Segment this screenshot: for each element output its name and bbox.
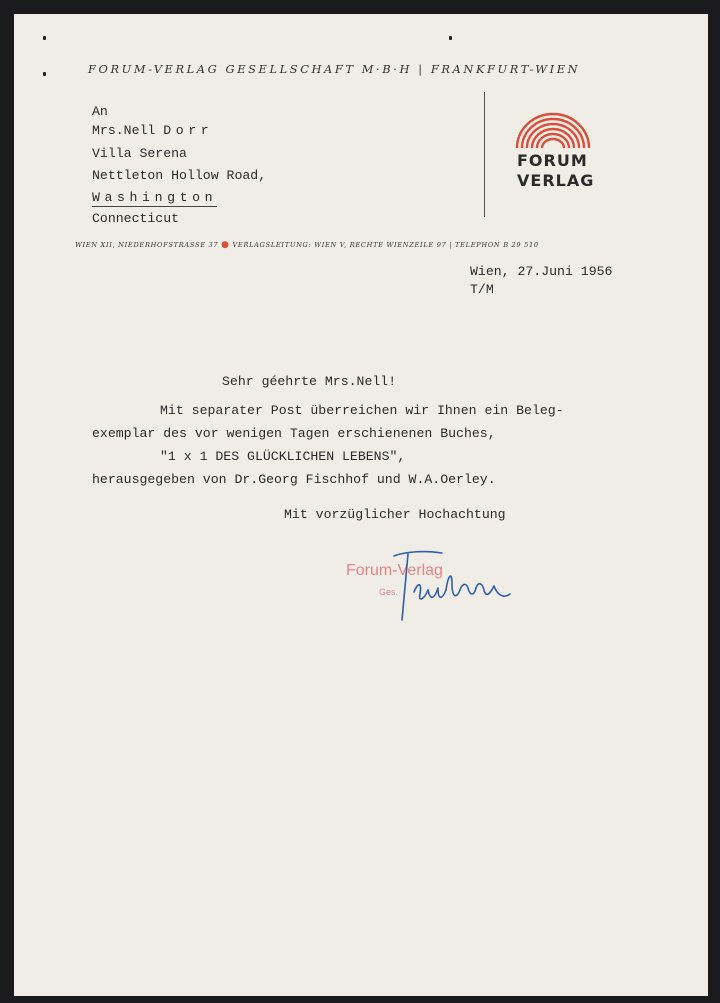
logo-word-forum: FORUM	[517, 151, 588, 170]
address-right: VERLAGSLEITUNG: WIEN V, RECHTE WIENZEILE 97 | TELEPHON B 29 510	[232, 241, 539, 249]
recipient-an: An	[92, 104, 108, 119]
recipient-city: Washington	[92, 190, 218, 205]
punch-mark	[43, 36, 46, 40]
body-line-2: exemplar des vor wenigen Tagen erschienenen Buches,	[92, 426, 496, 441]
recipient-name	[92, 123, 213, 138]
punch-mark	[43, 72, 46, 76]
greeting: Sehr géehrte Mrs.Nell!	[222, 374, 397, 389]
reference-line: T/M	[470, 282, 494, 297]
forum-logo-icon	[514, 112, 592, 148]
company-stamp-sub: Ges.	[379, 587, 399, 597]
body-line-1: Mit separater Post überreichen wir Ihnen ein Beleg-	[160, 403, 564, 418]
body-line-4: herausgegeben von Dr.Georg Fischhof und W.A.Oerley.	[92, 472, 496, 487]
recipient-state: Connecticut	[92, 211, 180, 226]
letter-page	[14, 14, 708, 996]
recipient-surname: Dorr	[163, 123, 214, 138]
letterhead-divider	[484, 92, 485, 217]
recipient-line-2: Villa Serena	[92, 146, 187, 161]
date-line: Wien, 27.Juni 1956	[470, 264, 613, 279]
logo-word-verlag: VERLAG	[517, 171, 595, 190]
closing: Mit vorzüglicher Hochachtung	[284, 507, 506, 522]
body-line-3: "1 x 1 DES GLÜCKLICHEN LEBENS",	[160, 449, 406, 464]
punch-mark	[449, 36, 452, 40]
company-stamp: Forum-Verlag	[346, 562, 443, 579]
recipient-line-3: Nettleton Hollow Road,	[92, 168, 267, 183]
address-left: WIEN XII, NIEDERHOFSTRASSE 37	[75, 241, 219, 249]
recipient-name-prefix: Mrs.Nell	[92, 123, 156, 138]
letterhead-company-line: FORUM-VERLAG GESELLSCHAFT M·B·H | FRANKFURT-WIEN	[88, 62, 581, 76]
handwritten-signature-icon	[384, 544, 524, 624]
bullet-dot-icon: ●	[221, 240, 230, 250]
letterhead-address-line	[75, 240, 539, 250]
